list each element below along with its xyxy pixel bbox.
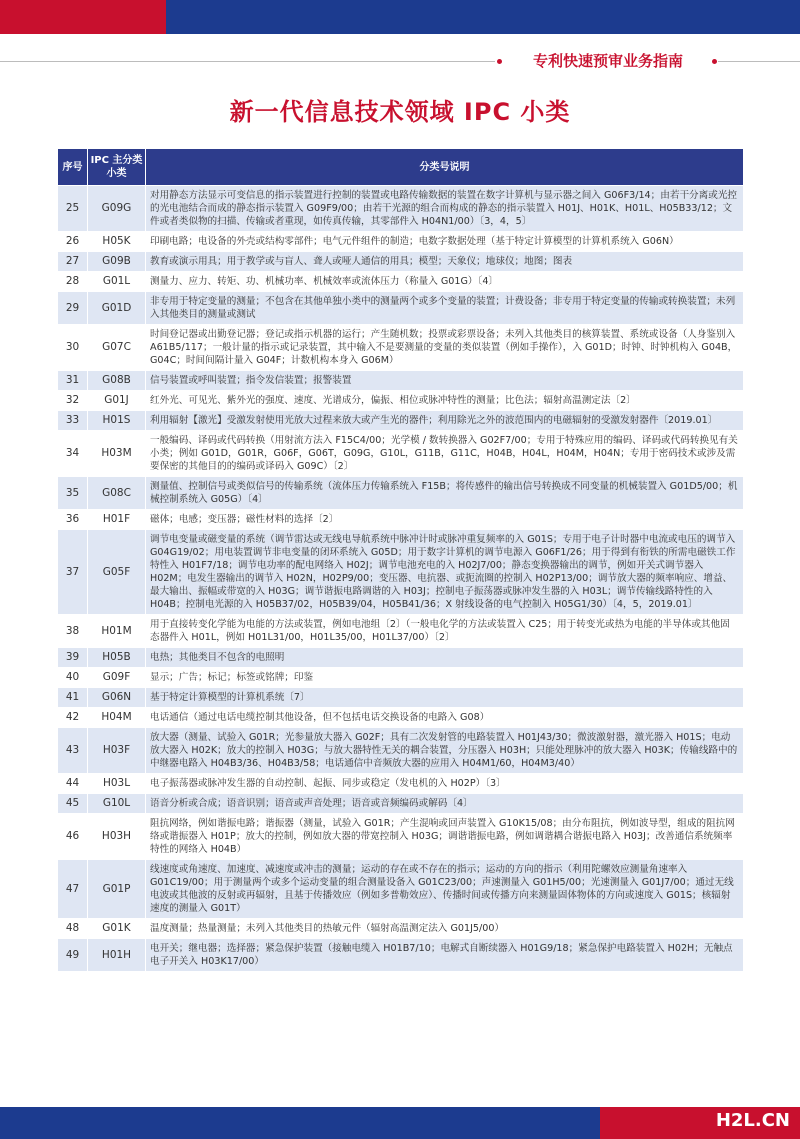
ipc-code-cell: H01M xyxy=(88,615,146,648)
guide-title: 专利快速预审业务指南 xyxy=(532,52,683,70)
table-row xyxy=(58,708,744,728)
description-cell: 线速度或角速度、加速度、减速度或冲击的测量；运动的存在或不存在的指示；运动的方向的指示（利用陀螺效应测量角速率入 G01C19/00；用于测量两个或多个运动变量的组合测量设备入 G01C23/00；声速测量入 G01H5/00；光速测量入 G01J7/00；通过无线电波或其他波的反射或再辐射，且基于传播效应（例如多普勒效应）、传播时间或传播方向来测量固体物体的方向或速度入 G01S；核辐射速度的测量入 G01T） xyxy=(146,860,744,919)
table-row xyxy=(58,648,744,668)
description-cell: 电热；其他类目不包含的电照明 xyxy=(146,648,744,668)
ipc-code-cell: G06N xyxy=(88,688,146,708)
top-color-bar xyxy=(0,0,800,34)
row-number-cell: 42 xyxy=(58,708,88,728)
ipc-code-cell: H03M xyxy=(88,431,146,477)
table-row xyxy=(58,232,744,252)
table-row xyxy=(58,272,744,292)
ipc-code-cell: G09F xyxy=(88,668,146,688)
description-cell: 教育或演示用具；用于教学或与盲人、聋人或哑人通信的用具；模型；天象仪；地球仪；地图；图表 xyxy=(146,252,744,272)
top-bar-red-segment xyxy=(0,0,166,34)
ipc-code-cell: G01J xyxy=(88,391,146,411)
description-cell: 非专用于特定变量的测量；不包含在其他单独小类中的测量两个或多个变量的装置；计费设备；非专用于特定变量的传输或转换装置；未列入其他类目的测量或测试 xyxy=(146,292,744,325)
guide-header xyxy=(0,48,800,74)
description-cell: 对用静态方法显示可变信息的指示装置进行控制的装置或电路传输数据的装置在数字计算机与显示器之间入 G06F3/14；由若干分离或光控的光电池结合而成的静态指示装置入 G09F9/00；由若干光源的组合而构成的静态的指示装置入 H01J、H01K、H01L、H05B33/12；文件或者类似物的扫描、传输或者重现，如传真传输，其零部件入 H04N1/00）〔3，4，5〕 xyxy=(146,186,744,232)
description-cell: 语音分析或合成；语音识别；语音或声音处理；语音或音频编码或解码〔4〕 xyxy=(146,794,744,814)
column-header-ipc: IPC 主分类小类 xyxy=(88,149,146,186)
table-row xyxy=(58,292,744,325)
ipc-code-cell: G08B xyxy=(88,371,146,391)
ipc-code-cell: H03L xyxy=(88,774,146,794)
row-number-cell: 47 xyxy=(58,860,88,919)
ipc-code-cell: G01D xyxy=(88,292,146,325)
row-number-cell: 40 xyxy=(58,668,88,688)
page-title: 新一代信息技术领域 IPC 小类 xyxy=(229,98,571,126)
ipc-code-cell: G08C xyxy=(88,477,146,510)
ipc-code-cell: H01F xyxy=(88,510,146,530)
row-number-cell: 38 xyxy=(58,615,88,648)
header-rule-left xyxy=(0,61,495,62)
ipc-code-cell: H05B xyxy=(88,648,146,668)
ipc-code-cell: G09G xyxy=(88,186,146,232)
row-number-cell: 48 xyxy=(58,919,88,939)
row-number-cell: 33 xyxy=(58,411,88,431)
ipc-code-cell: G01K xyxy=(88,919,146,939)
table-row xyxy=(58,860,744,919)
description-cell: 测量力、应力、转矩、功、机械功率、机械效率或流体压力（称量入 G01G）〔4〕 xyxy=(146,272,744,292)
table-row xyxy=(58,510,744,530)
top-bar-blue-segment xyxy=(166,0,800,34)
table-row xyxy=(58,252,744,272)
row-number-cell: 46 xyxy=(58,814,88,860)
row-number-cell: 30 xyxy=(58,325,88,371)
ipc-code-cell: G10L xyxy=(88,794,146,814)
table-row xyxy=(58,794,744,814)
description-cell: 电开关；继电器；选择器；紧急保护装置（接触电缆入 H01B7/10；电解式自断续器入 H01G9/18；紧急保护电路装置入 H02H；无触点电子开关入 H03K17/00） xyxy=(146,939,744,972)
row-number-cell: 49 xyxy=(58,939,88,972)
table-row xyxy=(58,371,744,391)
row-number-cell: 39 xyxy=(58,648,88,668)
description-cell: 基于特定计算模型的计算机系统〔7〕 xyxy=(146,688,744,708)
table-row xyxy=(58,391,744,411)
description-cell: 阻抗网络，例如谐振电路；谐振器（测量，试验入 G01R；产生混响或回声装置入 G10K15/08；由分布阻抗，例如波导型，组成的阻抗网络或谐振器入 H01P；放大的控制，例如放大器的带宽控制入 H03G；调谐谐振电路，例如调谐耦合谐振电路入 H03J；改善通信系统频率特性的网络入 H04B） xyxy=(146,814,744,860)
row-number-cell: 25 xyxy=(58,186,88,232)
row-number-cell: 27 xyxy=(58,252,88,272)
watermark-logo: H2L.CN xyxy=(715,1110,790,1131)
table-row xyxy=(58,728,744,774)
row-number-cell: 44 xyxy=(58,774,88,794)
table-row xyxy=(58,530,744,615)
ipc-code-cell: H03H xyxy=(88,814,146,860)
column-header-no: 序号 xyxy=(58,149,88,186)
header-rule-right xyxy=(718,61,800,62)
description-cell: 调节电变量或磁变量的系统（调节雷达或无线电导航系统中脉冲计时或脉冲重复频率的入 G01S；专用于电子计时器中电流或电压的调节入 G04G19/02；用电装置调节非电变量的闭环系统入 G05D；用于数字计算机的调节电源入 G06F1/26；用于得到有衔铁的所需电磁铁工作特性入 H01F7/18；调节电功率的配电网络入 H02J；调节电池充电的入 H02J7/00；静态变换器输出的调节，例如开关式调节器入 H02M；电发生器输出的调节入 H02N，H02P9/00；变压器、电抗器、或扼流圈的控制入 H02P13/00；调节放大器的频率响应、增益、最大输出、振幅或带宽的入 H03G；调节谐振电路调谐的入 H03J；控制电子振荡器或脉冲发生器的入 H03L；调节传输线路特性的入 H04B；控制电光源的入 H05B37/02，H05B39/04，H05B41/36；X 射线设备的电气控制入 H05G1/30）〔4，5，2019.01〕 xyxy=(146,530,744,615)
row-number-cell: 28 xyxy=(58,272,88,292)
row-number-cell: 31 xyxy=(58,371,88,391)
table-body xyxy=(58,186,744,972)
description-cell: 放大器（测量、试验入 G01R；光参量放大器入 G02F；具有二次发射管的电路装置入 H01J43/30；微波激射器，激光器入 H01S；电动放大器入 H02K；放大的控制入 H03G；与放大器特性无关的耦合装置，分压器入 H03H；只能处理脉冲的放大器入 H03K；传输线路中的中继器电路入 H04B3/36、H04B3/58；电话通信中音频放大器的应用入 H04M1/60，H04M3/40） xyxy=(146,728,744,774)
row-number-cell: 41 xyxy=(58,688,88,708)
table-row xyxy=(58,688,744,708)
ipc-table xyxy=(57,148,744,972)
row-number-cell: 35 xyxy=(58,477,88,510)
row-number-cell: 37 xyxy=(58,530,88,615)
description-cell: 一般编码、译码或代码转换（用射流方法入 F15C4/00；光学模 / 数转换器入 G02F7/00；专用于特殊应用的编码、译码或代码转换见有关小类；例如 G01D，G01R，G06F，G06T，G09G，G10L，G11B，G11C，H04B，H04L，H04M，H04N；专用于密码技术或涉及需要保密的其他目的的编码或译码入 G09C）〔2〕 xyxy=(146,431,744,477)
description-cell: 信号装置或呼叫装置；指令发信装置；报警装置 xyxy=(146,371,744,391)
description-cell: 用于直接转变化学能为电能的方法或装置，例如电池组〔2〕（一般电化学的方法或装置入 C25；用于转变光或热为电能的半导体或其他固态器件入 H01L，例如 H01L31/00，H01L35/00，H01L37/00）〔2〕 xyxy=(146,615,744,648)
table-row xyxy=(58,814,744,860)
table-row xyxy=(58,615,744,648)
row-number-cell: 45 xyxy=(58,794,88,814)
table-row xyxy=(58,668,744,688)
column-header-desc: 分类号说明 xyxy=(146,149,744,186)
ipc-code-cell: H04M xyxy=(88,708,146,728)
table-row xyxy=(58,325,744,371)
description-cell: 磁体；电感；变压器；磁性材料的选择〔2〕 xyxy=(146,510,744,530)
description-cell: 电话通信（通过电话电缆控制其他设备，但不包括电话交换设备的电路入 G08） xyxy=(146,708,744,728)
ipc-code-cell: H05K xyxy=(88,232,146,252)
table-row xyxy=(58,939,744,972)
description-cell: 红外光、可见光、紫外光的强度、速度、光谱成分，偏振、相位或脉冲特性的测量；比色法；辐射高温测定法〔2〕 xyxy=(146,391,744,411)
ipc-code-cell: G01L xyxy=(88,272,146,292)
description-cell: 显示；广告；标记；标签或铭牌；印鉴 xyxy=(146,668,744,688)
table-row xyxy=(58,431,744,477)
bottom-bar-blue-segment xyxy=(0,1107,600,1139)
description-cell: 时间登记器或出勤登记器；登记或指示机器的运行；产生随机数；投票或彩票设备；未列入其他类目的核算装置、系统或设备（人身鉴别入 A61B5/117；一般计量的指示或记录装置，其中输入不是要测量的变量的类似装置（例如手操作），入 G01D；时钟、时钟机构入 G04B，G04C；时间间隔计量入 G04F；计数机构本身入 G06M） xyxy=(146,325,744,371)
ipc-code-cell: H01H xyxy=(88,939,146,972)
ipc-code-cell: H03F xyxy=(88,728,146,774)
ipc-code-cell: H01S xyxy=(88,411,146,431)
row-number-cell: 43 xyxy=(58,728,88,774)
ipc-code-cell: G05F xyxy=(88,530,146,615)
description-cell: 利用辐射【激光】受激发射使用光放大过程来放大或产生光的器件；利用除光之外的波范围内的电磁辐射的受激发射器件〔2019.01〕 xyxy=(146,411,744,431)
row-number-cell: 32 xyxy=(58,391,88,411)
table-header-row xyxy=(58,149,744,186)
table-row xyxy=(58,411,744,431)
table-row xyxy=(58,186,744,232)
header-dot-left xyxy=(497,59,502,64)
header-dot-right xyxy=(712,59,717,64)
row-number-cell: 26 xyxy=(58,232,88,252)
row-number-cell: 29 xyxy=(58,292,88,325)
row-number-cell: 36 xyxy=(58,510,88,530)
ipc-code-cell: G09B xyxy=(88,252,146,272)
description-cell: 温度测量；热量测量；未列入其他类目的热敏元件（辐射高温测定法入 G01J5/00） xyxy=(146,919,744,939)
ipc-code-cell: G01P xyxy=(88,860,146,919)
ipc-code-cell: G07C xyxy=(88,325,146,371)
table-row xyxy=(58,477,744,510)
row-number-cell: 34 xyxy=(58,431,88,477)
description-cell: 电子振荡器或脉冲发生器的自动控制、起振、同步或稳定（发电机的入 H02P）〔3〕 xyxy=(146,774,744,794)
description-cell: 测量值、控制信号或类似信号的传输系统（流体压力传输系统入 F15B；将传感件的输出信号转换成不同变量的机械装置入 G01D5/00；机械控制系统入 G05G）〔4〕 xyxy=(146,477,744,510)
table-row xyxy=(58,774,744,794)
table-row xyxy=(58,919,744,939)
description-cell: 印刷电路；电设备的外壳或结构零部件；电气元件组件的制造；电数字数据处理（基于特定计算模型的计算机系统入 G06N） xyxy=(146,232,744,252)
bottom-color-bar xyxy=(0,1107,800,1139)
